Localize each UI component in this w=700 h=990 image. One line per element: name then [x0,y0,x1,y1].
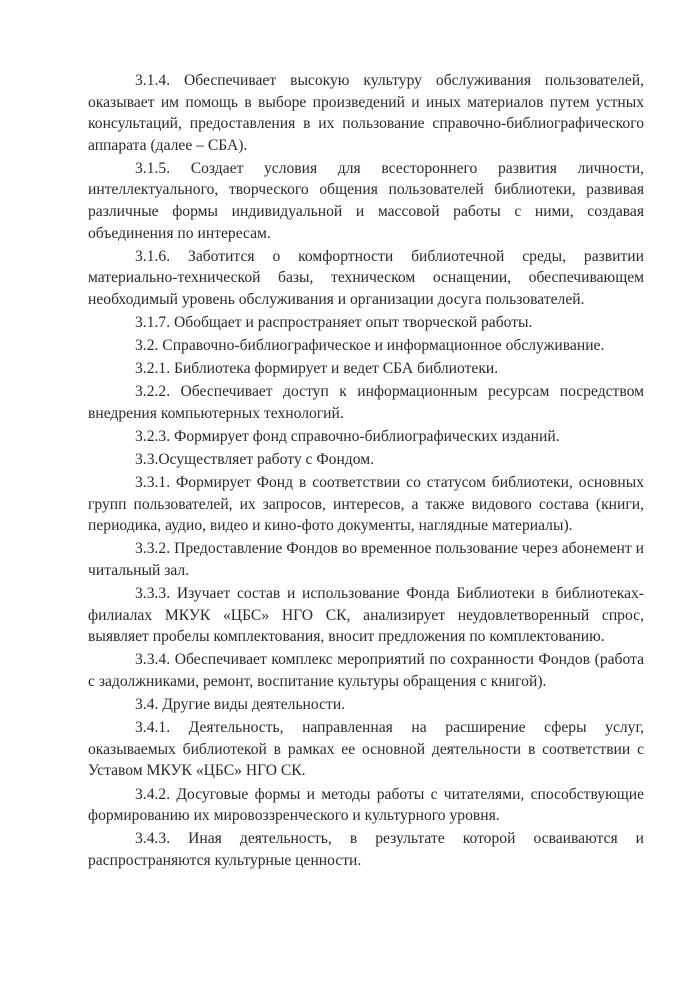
paragraph-3-1-6: 3.1.6. Заботится о комфортности библиотечной среды, развитии материально-технической базы, техническом оснащении, обеспечивающем необходимый уровень обслуживания и организации досуга пользователей. [88,247,644,308]
paragraph-3-4: 3.4. Другие виды деятельности. [135,696,346,714]
paragraph-3-3-3: 3.3.3. Изучает состав и использование Фонда Библиотеки в библиотеках-филиалах МКУК «ЦБС» НГО СК, анализирует неудовлетворенный спрос, выявляет пробелы комплектования, вносит предложения по комплектованию. [88,585,645,646]
paragraph-3-1-5: 3.1.5. Создает условия для всестороннего развития личности, интеллектуального, творческого общения пользователей библиотеки, развивая различные формы индивидуальной и массовой работы с ними, создавая объединения по интересам. [88,159,644,242]
paragraph-3-2-3: 3.2.3. Формирует фонд справочно-библиографических изданий. [135,428,560,445]
paragraph-3-3-1: 3.3.1. Формирует Фонд в соответствии со статусом библиотеки, основных групп пользователей, их запросов, интересов, а также видового состава (книги, периодика, аудио, видео и кино-фото документы, наглядные материалы). [88,474,644,535]
paragraph-3-4-2: 3.4.2. Досуговые формы и методы работы с читателями, способствующие формированию их мировоззренческого и культурного уровня. [88,785,644,825]
paragraph-3-4-1: 3.4.1. Деятельность, направленная на расширение сферы услуг, оказываемых библиотекой в рамках ее основной деятельности в соответствии с Уставом МКУК «ЦБС» НГО СК. [88,719,644,780]
paragraph-3-2: 3.2. Справочно-библиографическое и информационное обслуживание. [135,337,605,355]
paragraph-3-1-4: 3.1.4. Обеспечивает высокую культуру обслуживания пользователей, оказывает им помощь в выборе произведений и иных материалов путем устных консультаций, предоставления в их пользование справочно-библиографического аппарата (далее – СБА). [88,72,644,154]
paragraph-3-3: 3.3.Осуществляет работу с Фондом. [135,451,374,469]
paragraph-3-3-4: 3.3.4. Обеспечивает комплекс мероприятий по сохранности Фондов (работа с задолжниками, ремонт, воспитание культуры обращения с книгой). [88,651,644,691]
paragraph-3-2-2: 3.2.2. Обеспечивает доступ к информационным ресурсам посредством внедрения компьютерных технологий. [88,383,644,422]
paragraph-3-3-2: 3.3.2. Предоставление Фондов во временное пользование через абонемент и читальный зал. [88,540,644,580]
paragraph-3-2-1: 3.2.1. Библиотека формирует и ведет СБА библиотеки. [135,360,499,378]
paragraph-3-1-7: 3.1.7. Обобщает и распространяет опыт творческой работы. [135,314,533,332]
document-page [88,70,644,873]
paragraph-3-4-3: 3.4.3. Иная деятельность, в результате которой осваиваются и распространяются культурные ценности. [88,830,644,869]
